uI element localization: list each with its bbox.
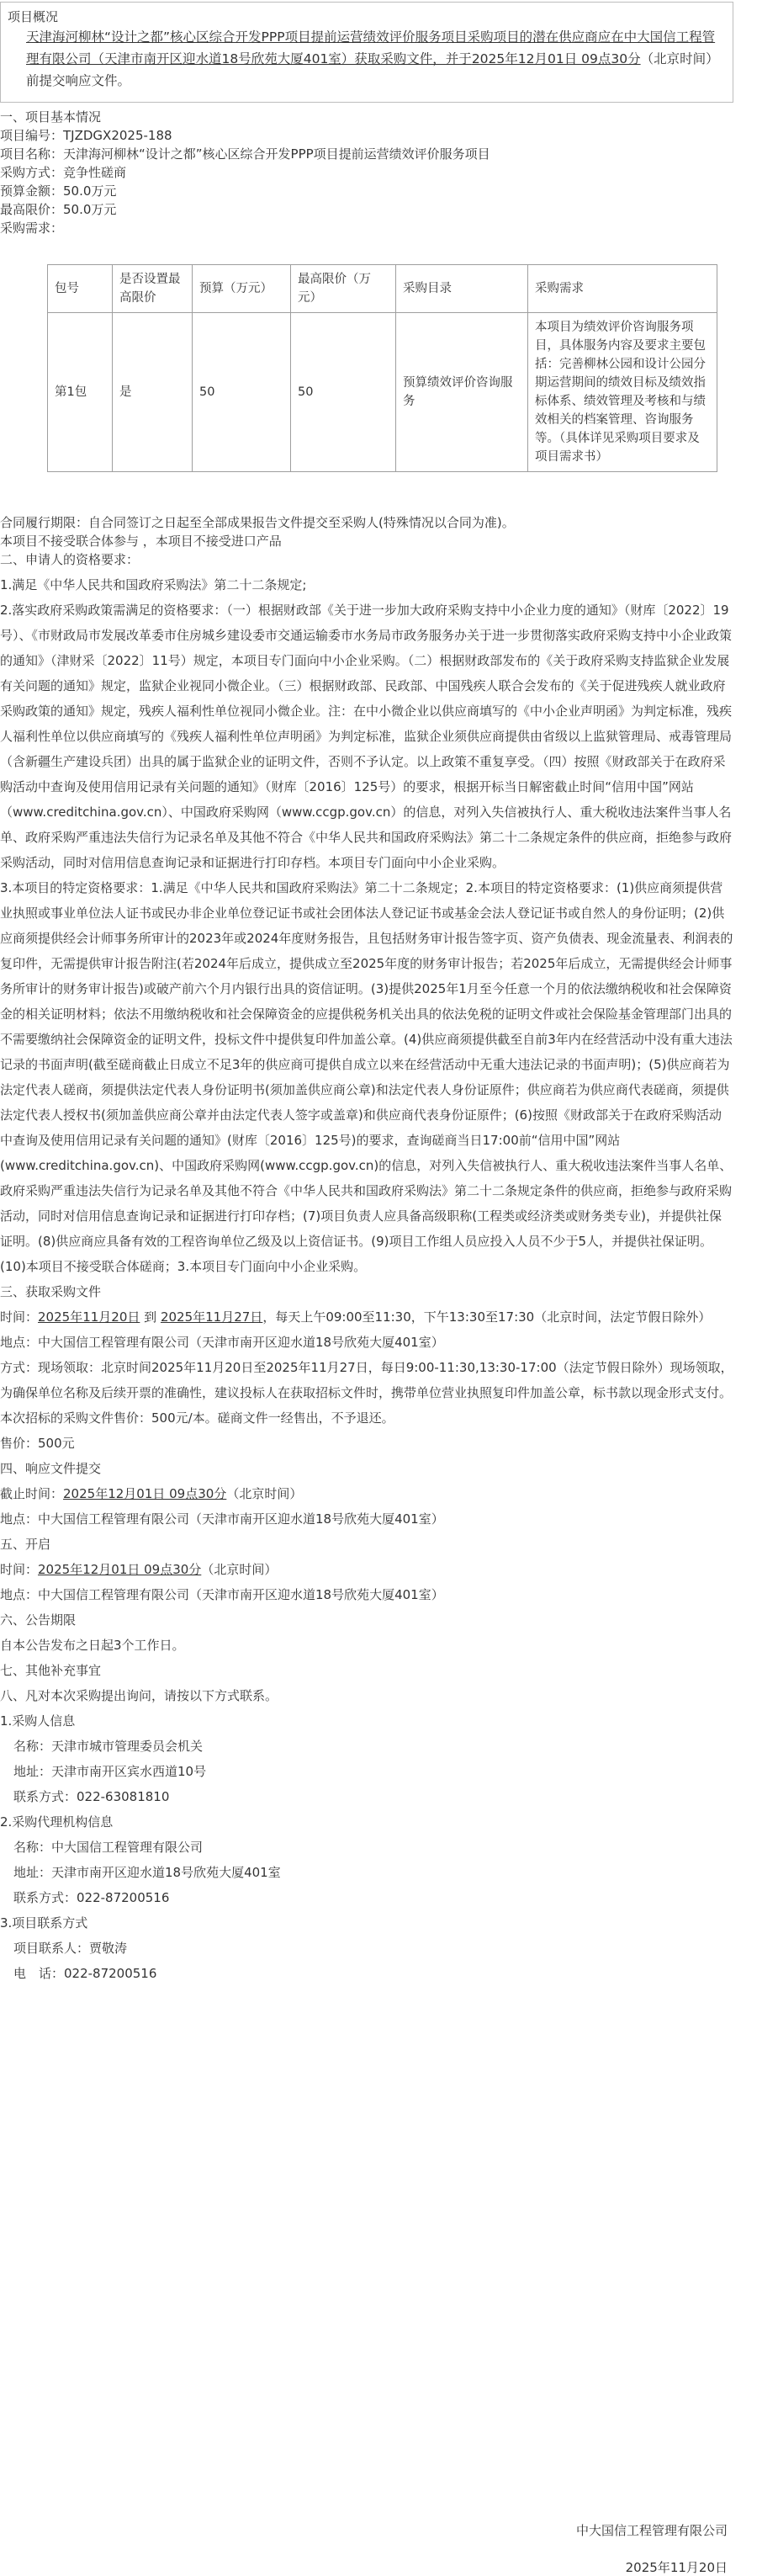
qualify-2: 2.落实政府采购政策需满足的资格要求：（一）根据财政部《关于进一步加大政府采购支持中小企业力度的通知》（财库〔2022〕19号）、《市财政局市发展改革委市住房城乡建设委市交通运输委市水务局市政务服务办关于进一步贯彻落实政府采购支持中小企业政策的通知》（津财采〔2022〕11号）规定，本项目专门面向中小企业采购。（二）根据财政部发布的《关于政府采购支持监狱企业发展有关问题的通知》规定，监狱企业视同小微企业。（三）根据财政部、民政部、中国残疾人联合会发布的《关于促进残疾人就业政府采购政策的通知》规定，残疾人福利性单位视同小微企业。注：在中小微企业以供应商填写的《中小企业声明函》为判定标准，残疾人福利性单位以供应商填写的《残疾人福利性单位声明函》为判定标准，监狱企业须供应商提供由省级以上监狱管理局、戒毒管理局（含新疆生产建设兵团）出具的属于监狱企业的证明文件，否则不予认定。以上政策不重复享受。（四）按照《财政部关于在政府采购活动中查询及使用信用记录有关问题的通知》（财库〔2016〕125号）的要求，根据开标当日解密截止时间“信用中国”网站（www.creditchina.gov.cn）、中国政府采购网（www.ccgp.gov.cn）的信息，对列入失信被执行人、重大税收违法案件当事人名单、政府采购严重违法失信行为记录名单及其他不符合《中华人民共和国政府采购法》第二十二条规定条件的供应商，拒绝参与政府采购活动，同时对信用信息查询记录和证据进行打印存档。本项目专门面向中小企业采购。: [0, 603, 733, 870]
basic-info: [0, 108, 490, 237]
agency-address: 地址：天津市南开区迎水道18号欣苑大厦401室: [13, 1865, 281, 1880]
project-name: 项目名称：天津海河柳林“设计之都”核心区综合开发PPP项目提前运营绩效评价服务项目: [0, 146, 490, 162]
purchase-method: 采购方式：竞争性磋商: [0, 165, 127, 180]
overview-text: [8, 26, 726, 92]
agency-name: 名称：中大国信工程管理有限公司: [13, 1840, 204, 1855]
overview-text-a: 天津海河柳林“设计之都”核心区综合开发PPP项目提前运营绩效评价服务项目采购项目的潜在供应商应在中大国信工程管理有限公司（天津市南开区迎水道18号欣苑大厦401室）获取采购文件，并于: [26, 29, 716, 66]
qualify-3: 3.本项目的特定资格要求：1.满足《中华人民共和国政府采购法》第二十二条规定；2.本项目的特定资格要求：(1)供应商须提供营业执照或事业单位法人证书或民办非企业单位登记证书或社会团体法人登记证书或基金会法人登记证书或自然人的身份证明；(2)供应商须提供经会计师事务所审计的2023年或2024年度财务报告，且包括财务审计报告签字页、资产负债表、现金流量表、利润表的复印件，无需提供审计报告附注(若2024年后成立，提供成立至2025年度的财务审计报告；若2025年后成立，无需提供经会计师事务所审计的财务审计报告)或破产前六个月内银行出具的资信证明。(3)提供2025年1月至今任意一个月的依法缴纳税收和社会保障资金的相关证明材料；依法不用缴纳税收和社会保障资金的应提供税务机关出具的依法免税的证明文件或社会保险基金管理部门出具的不需要缴纳社会保障资金的证明文件，投标文件中提供复印件加盖公章。(4)供应商须提供截至自前3年内在经营活动中没有重大违法记录的书面声明(截至磋商截止日成立不足3年的供应商可提供自成立以来在经营活动中无重大违法记录的书面声明)；(5)供应商若为法定代表人磋商，须提供法定代表人身份证明书(须加盖供应商公章)和法定代表人身份证原件；供应商若为供应商代表磋商，须提供法定代表人授权书(须加盖供应商公章并由法定代表人签字或盖章)和供应商代表身份证原件；(6)按照《财政部关于在政府采购活动中查询及使用信用记录有关问题的通知》(财库〔2016〕125号)的要求，查询磋商当日17:00前“信用中国”网站(www.creditchina.gov.cn)、中国政府采购网(www.ccgp.gov.cn)的信息，对列入失信被执行人、重大税收违法案件当事人名单、政府采购严重违法失信行为记录名单及其他不符合《中华人民共和国政府采购法》第二十二条规定条件的供应商，拒绝参与政府采购活动，同时对信用信息查询记录和证据进行打印存档；(7)项目负责人应具备高级职称(工程类或经济类或财务类专业)，并提供社保证明。(8)供应商应具备有效的工程咨询单位乙级及以上资信证书。(9)项目工作组人员应投入人员不少于5人，并提供社保证明。(10)本项目不接受联合体磋商；3.本项目专门面向中小企业采购。: [0, 880, 733, 1274]
project-contact-title: 3.项目联系方式: [0, 1915, 88, 1931]
table-row: [48, 313, 717, 472]
project-contact-person: 项目联系人：贾敬涛: [13, 1941, 128, 1956]
budget-amount: 预算金额：50.0万元: [0, 183, 117, 199]
open-place: 地点：中大国信工程管理有限公司（天津市南开区迎水道18号欣苑大厦401室）: [0, 1587, 444, 1602]
overview-title: 项目概况: [8, 9, 59, 24]
submit-deadline: 截止时间：2025年12月01日 09点30分（北京时间）: [0, 1486, 303, 1501]
obtain-place: 地点：中大国信工程管理有限公司（天津市南开区迎水道18号欣苑大厦401室）: [0, 1335, 444, 1350]
obtain-time: 时间：2025年11月20日 到 2025年11月27日，每天上午09:00至11:30，下午13:30至17:30（北京时间，法定节假日除外）: [0, 1309, 712, 1325]
announce-text: 自本公告发布之日起3个工作日。: [0, 1638, 185, 1653]
agency-tel: 联系方式：022-87200516: [13, 1890, 170, 1905]
qualification-heading: 二、申请人的资格要求：: [0, 552, 140, 567]
demand-label: 采购需求：: [0, 220, 64, 236]
requirements-table: [47, 264, 717, 472]
th-catalog: 采购目录: [396, 265, 528, 313]
project-number: 项目编号：TJZDGX2025-188: [0, 128, 172, 143]
purchaser-title: 1.采购人信息: [0, 1713, 76, 1729]
other-heading: 七、其他补充事宜: [0, 1663, 102, 1678]
purchaser-address: 地址：天津市南开区宾水西道10号: [13, 1764, 207, 1779]
obtain-method: 方式：现场领取：北京时间2025年11月20日至2025年11月27日，每日9:00-11:30,13:30-17:00（法定节假日除外）现场领取，为确保单位名称及后续开票的准确性，建议投标人在获取招标文件时，携带单位营业执照复印件加盖公章，标书款以现金形式支付。本次招标的采购文件售价：500元/本。磋商文件一经售出，不予退还。: [0, 1360, 733, 1426]
contact-heading: 八、凡对本次采购提出询问，请按以下方式联系。: [0, 1688, 278, 1703]
submit-place: 地点：中大国信工程管理有限公司（天津市南开区迎水道18号欣苑大厦401室）: [0, 1511, 444, 1527]
cell-budget: 50: [193, 313, 291, 472]
max-price: 最高限价：50.0万元: [0, 202, 117, 217]
th-package: 包号: [48, 265, 113, 313]
th-budget: 预算（万元）: [193, 265, 291, 313]
overview-text-b: （北京时间）前提交响应文件。: [26, 51, 719, 88]
project-contact-tel: 电 话：022-87200516: [13, 1966, 157, 1981]
contract-period: 合同履行期限：自合同签订之日起至全部成果报告文件提交至采购人(特殊情况以合同为准)。: [0, 515, 515, 530]
th-max-price: 最高限价（万元）: [291, 265, 396, 313]
table-header-row: [48, 265, 717, 313]
obtain-heading: 三、获取采购文件: [0, 1284, 102, 1299]
cell-max-price: 50: [291, 313, 396, 472]
signature-date: 2025年11月20日: [625, 2560, 728, 2575]
agency-title: 2.采购代理机构信息: [0, 1814, 114, 1830]
after-table-info: [0, 513, 733, 569]
obtain-price: 售价：500元: [0, 1436, 75, 1451]
consortium-note: 本项目不接受联合体参与 ，本项目不接受进口产品: [0, 534, 282, 549]
open-time: 时间：2025年12月01日 09点30分（北京时间）: [0, 1562, 278, 1577]
purchaser-name: 名称：天津市城市管理委员会机关: [13, 1739, 204, 1754]
signature-company: 中大国信工程管理有限公司: [575, 2523, 728, 2538]
cell-demand: 本项目为绩效评价咨询服务项目，具体服务内容及要求主要包括：完善柳林公园和设计公园分期运营期间的绩效目标及绩效指标体系、绩效管理及考核和与绩效相关的档案管理、咨询服务等。（具体详见采购项目要求及项目需求书）: [528, 313, 717, 472]
purchaser-tel: 联系方式：022-63081810: [13, 1789, 170, 1804]
submit-heading: 四、响应文件提交: [0, 1461, 102, 1476]
cell-has-max: 是: [113, 313, 193, 472]
basic-heading: 一、项目基本情况: [0, 109, 102, 125]
project-overview-box: [0, 2, 733, 103]
main-body: [0, 572, 733, 1986]
cell-package: 第1包: [48, 313, 113, 472]
announce-heading: 六、公告期限: [0, 1612, 77, 1628]
qualify-1: 1.满足《中华人民共和国政府采购法》第二十二条规定;: [0, 577, 307, 592]
th-demand: 采购需求: [528, 265, 717, 313]
overview-deadline: 2025年12月01日 09点30分: [471, 51, 641, 66]
open-heading: 五、开启: [0, 1537, 51, 1552]
cell-catalog: 预算绩效评价咨询服务: [396, 313, 528, 472]
th-has-max: 是否设置最高限价: [113, 265, 193, 313]
